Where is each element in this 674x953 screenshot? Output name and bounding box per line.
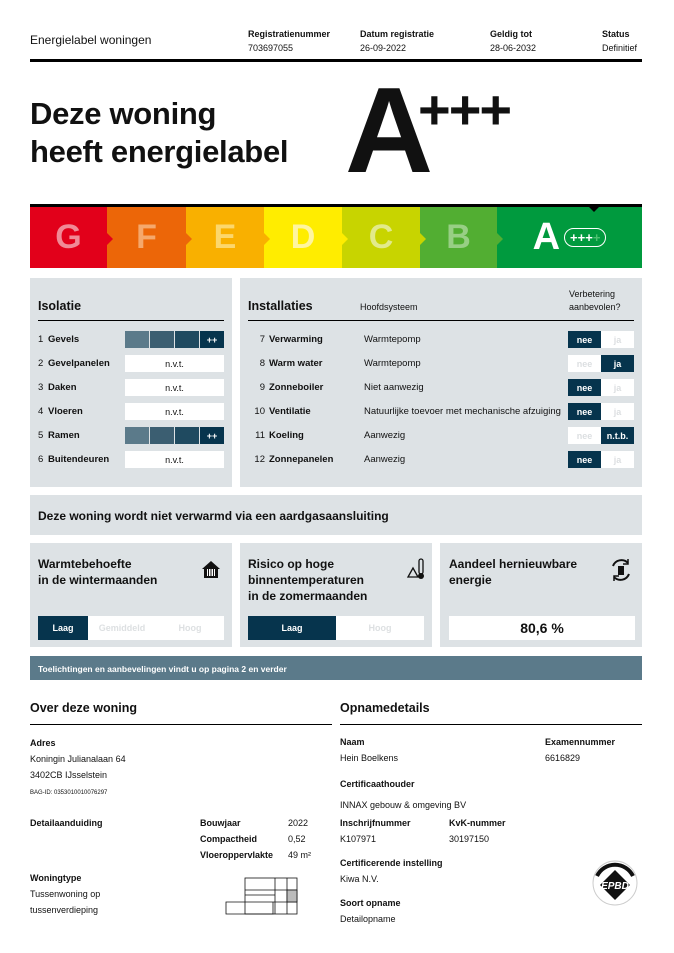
row-number: 11 xyxy=(255,430,265,441)
na-cell: n.v.t. xyxy=(125,403,224,420)
row-name: Verwarming xyxy=(269,334,323,345)
label: Examennummer xyxy=(545,737,616,747)
row-system: Natuurlijke toevoer met mechanische afzuiging xyxy=(364,406,561,417)
extra-plus: + xyxy=(592,230,601,245)
title-line: Warmtebehoefte xyxy=(38,557,132,571)
row-name: Vloeren xyxy=(48,406,83,417)
value: Hein Boelkens xyxy=(340,753,399,763)
row-number: 7 xyxy=(259,334,265,345)
header-rule xyxy=(30,59,642,62)
class-letter: D xyxy=(290,218,316,256)
spec-value: 0,52 xyxy=(288,834,306,844)
bag-id: BAG-ID: 0353010010076297 xyxy=(30,790,108,796)
rating-cell xyxy=(125,427,149,444)
hero-line: heeft energielabel xyxy=(30,134,289,169)
card-warmtebehoefte xyxy=(30,543,232,647)
row-number: 12 xyxy=(254,454,265,465)
level-laag: Laag xyxy=(38,616,88,640)
option-ja: ja xyxy=(601,331,634,348)
value: 703697055 xyxy=(248,43,294,53)
card-title xyxy=(449,556,577,588)
spec-label: Bouwjaar xyxy=(200,818,241,828)
naam xyxy=(340,734,398,766)
installatie-row xyxy=(248,403,561,420)
hero-line: Deze woning xyxy=(30,96,217,131)
isolatie-row xyxy=(38,379,77,396)
installatie-row xyxy=(248,379,424,396)
label: Status xyxy=(602,29,630,39)
isolatie-row xyxy=(38,403,83,420)
value: 6616829 xyxy=(545,753,581,763)
field-geldig-tot xyxy=(490,27,536,55)
row-number: 8 xyxy=(259,358,265,369)
label: Inschrijfnummer xyxy=(340,818,411,828)
installatie-row xyxy=(248,355,421,372)
class-letter: G xyxy=(55,218,82,256)
kvk-nummer xyxy=(449,815,506,847)
value: Detailopname xyxy=(340,914,396,924)
energy-class-d xyxy=(264,207,342,268)
installatie-row xyxy=(248,451,405,468)
woningtype-block xyxy=(30,870,100,918)
active-marker xyxy=(586,204,602,212)
divider xyxy=(30,724,332,725)
card-hernieuwbaar xyxy=(440,543,642,647)
row-name: Zonneboiler xyxy=(269,382,324,393)
row-name: Daken xyxy=(48,382,77,393)
row-name: Gevels xyxy=(48,334,80,345)
label: Geldig tot xyxy=(490,29,532,39)
improvement-indicator xyxy=(568,379,634,396)
isolatie-rating xyxy=(125,331,225,348)
hero-title xyxy=(30,95,288,171)
house-heating-icon xyxy=(200,558,222,580)
class-letter: A xyxy=(532,216,561,258)
class-letter: E xyxy=(213,218,237,256)
isolatie-panel xyxy=(30,278,232,487)
rating-cell xyxy=(175,427,199,444)
option-ja: ja xyxy=(601,451,634,468)
isolatie-row xyxy=(38,427,80,444)
active-plus: +++ xyxy=(570,230,593,245)
row-name: Buitendeuren xyxy=(48,454,110,465)
row-system: Warmtepomp xyxy=(364,358,421,369)
title-line: in de zomermaanden xyxy=(248,589,368,603)
divider xyxy=(340,724,642,725)
thermometer-warning-icon xyxy=(406,557,426,581)
examennummer xyxy=(545,734,615,766)
address-line: 3402CB IJsselstein xyxy=(30,770,108,780)
na-cell: n.v.t. xyxy=(125,355,224,372)
label: Soort opname xyxy=(340,898,401,908)
installaties-panel xyxy=(240,278,642,487)
row-number: 3 xyxy=(38,382,44,393)
title-line: energie xyxy=(449,573,492,587)
class-letter: B xyxy=(446,218,471,256)
row-number: 9 xyxy=(259,382,265,393)
panel-title: Isolatie xyxy=(38,299,82,313)
isolatie-rating xyxy=(125,403,225,420)
title-line: in de wintermaanden xyxy=(38,573,158,587)
address-block xyxy=(30,735,126,801)
row-name: Ventilatie xyxy=(269,406,311,417)
row-system: Aanwezig xyxy=(364,430,406,441)
title-line: binnentemperaturen xyxy=(248,573,365,587)
level-gemiddeld: Gemiddeld xyxy=(98,623,146,633)
label: Detailaanduiding xyxy=(30,818,103,828)
installatie-row xyxy=(248,427,405,444)
row-number: 5 xyxy=(38,430,44,441)
row-number: 4 xyxy=(38,406,44,417)
row-name: Zonnepanelen xyxy=(269,454,334,465)
isolatie-rating xyxy=(125,355,225,372)
label: Certificaathouder xyxy=(340,779,415,789)
row-system: Niet aanwezig xyxy=(364,382,424,393)
inschrijfnummer xyxy=(340,815,411,847)
address-line: Koningin Julianalaan 64 xyxy=(30,754,126,764)
column-header: Verbetering aanbevolen? xyxy=(569,289,621,312)
rating-cell xyxy=(125,331,149,348)
row-name: Koeling xyxy=(269,430,304,441)
option-ja: ja xyxy=(601,403,634,420)
spec-label: Vloeroppervlakte xyxy=(200,850,274,860)
title-line: Aandeel hernieuwbare xyxy=(449,557,578,571)
energy-scale xyxy=(30,204,642,268)
energy-class-g xyxy=(30,207,107,268)
gas-banner-text: Deze woning wordt niet verwarmd via een aardgasaansluiting xyxy=(38,509,389,523)
spec-row xyxy=(200,847,311,863)
row-name: Warm water xyxy=(269,358,323,369)
section-title-about: Over deze woning xyxy=(30,701,137,715)
epbd-logo xyxy=(590,858,640,908)
hero-label: A xyxy=(345,62,430,198)
improvement-indicator xyxy=(568,451,634,468)
option-ja: ja xyxy=(601,379,634,396)
na-cell: n.v.t. xyxy=(125,451,224,468)
option-nee: nee xyxy=(568,379,601,396)
heat-level-selector xyxy=(38,616,224,640)
label: KvK-nummer xyxy=(449,818,506,828)
improvement-indicator xyxy=(568,427,634,444)
isolatie-rating xyxy=(125,427,225,444)
improvement-indicator xyxy=(568,331,634,348)
spec-row xyxy=(200,831,311,847)
row-number: 6 xyxy=(38,454,44,465)
option-nee: nee xyxy=(568,427,601,444)
value: Definitief xyxy=(602,43,638,53)
soort-opname xyxy=(340,895,401,927)
building-type-icon xyxy=(225,876,300,918)
certificaathouder xyxy=(340,774,466,816)
value: Kiwa N.V. xyxy=(340,874,379,884)
field-datum-registratie xyxy=(360,27,434,55)
isolatie-row xyxy=(38,451,109,468)
option-nee: nee xyxy=(568,451,601,468)
info-bar: Toelichtingen en aanbevelingen vindt u op pagina 2 en verder xyxy=(30,656,642,680)
rating-cell xyxy=(150,427,174,444)
label: Adres xyxy=(30,738,56,748)
divider xyxy=(248,320,634,321)
field-status xyxy=(602,27,637,55)
row-number: 1 xyxy=(38,334,44,345)
type-line: tussenverdieping xyxy=(30,905,99,915)
specs xyxy=(200,815,311,863)
title-line: Risico op hoge xyxy=(248,557,335,571)
spec-value: 2022 xyxy=(288,818,309,828)
overheat-level-selector xyxy=(248,616,424,640)
hero-plus: +++ xyxy=(418,78,511,141)
energy-class-f xyxy=(107,207,186,268)
energy-class-a xyxy=(497,207,642,268)
value: 30197150 xyxy=(449,834,490,844)
level-hoog: Hoog xyxy=(178,623,202,633)
row-system: Warmtepomp xyxy=(364,334,421,345)
label: Registratienummer xyxy=(248,29,331,39)
certificerende-instelling xyxy=(340,855,443,887)
section-title-opname: Opnamedetails xyxy=(340,701,430,715)
label: Naam xyxy=(340,737,365,747)
gas-banner xyxy=(30,495,642,535)
class-letter: C xyxy=(368,218,394,256)
spec-row xyxy=(200,815,311,831)
rating-cell xyxy=(150,331,174,348)
value: K107971 xyxy=(340,834,377,844)
svg-text:EPBD: EPBD xyxy=(601,881,629,892)
energy-class-e xyxy=(186,207,264,268)
divider xyxy=(38,320,224,321)
document-title: Energielabel woningen xyxy=(30,33,152,47)
rating-cell-top: ++ xyxy=(200,331,224,348)
label: Woningtype xyxy=(30,873,82,883)
row-number: 2 xyxy=(38,358,44,369)
improvement-indicator xyxy=(568,355,634,372)
option-nee: nee xyxy=(568,331,601,348)
energy-class-b xyxy=(420,207,497,268)
card-oververhitting xyxy=(240,543,432,647)
column-header: Hoofdsysteem xyxy=(360,302,418,312)
option-ja: n.t.b. xyxy=(601,427,634,444)
row-system: Aanwezig xyxy=(364,454,406,465)
renewable-cycle-icon xyxy=(608,557,634,583)
installatie-row xyxy=(248,331,421,348)
rating-cell-top: ++ xyxy=(200,427,224,444)
spec-value: 49 m² xyxy=(288,850,312,860)
level-hoog: Hoog xyxy=(368,623,392,633)
card-title xyxy=(38,556,157,588)
field-registratienummer xyxy=(248,27,330,55)
na-cell: n.v.t. xyxy=(125,379,224,396)
isolatie-rating xyxy=(125,379,225,396)
isolatie-rating xyxy=(125,451,225,468)
option-ja: ja xyxy=(601,355,634,372)
energy-class-c xyxy=(342,207,420,268)
option-nee: nee xyxy=(568,403,601,420)
level-laag: Laag xyxy=(248,616,336,640)
panel-title: Installaties xyxy=(248,299,313,313)
value: INNAX gebouw & omgeving BV xyxy=(340,800,467,810)
row-name: Ramen xyxy=(48,430,80,441)
isolatie-row xyxy=(38,355,110,372)
plus-badge xyxy=(564,228,606,247)
isolatie-row xyxy=(38,331,79,348)
row-name: Gevelpanelen xyxy=(48,358,110,369)
label: Certificerende instelling xyxy=(340,858,443,868)
option-nee: nee xyxy=(568,355,601,372)
value: 28-06-2032 xyxy=(490,43,537,53)
type-line: Tussenwoning op xyxy=(30,889,101,899)
card-title xyxy=(248,556,367,604)
spec-label: Compactheid xyxy=(200,834,258,844)
value: 26-09-2022 xyxy=(360,43,407,53)
renewable-value: 80,6 % xyxy=(449,616,635,640)
rating-cell xyxy=(175,331,199,348)
improvement-indicator xyxy=(568,403,634,420)
label: Datum registratie xyxy=(360,29,435,39)
class-letter: F xyxy=(136,218,157,256)
row-number: 10 xyxy=(254,406,265,417)
